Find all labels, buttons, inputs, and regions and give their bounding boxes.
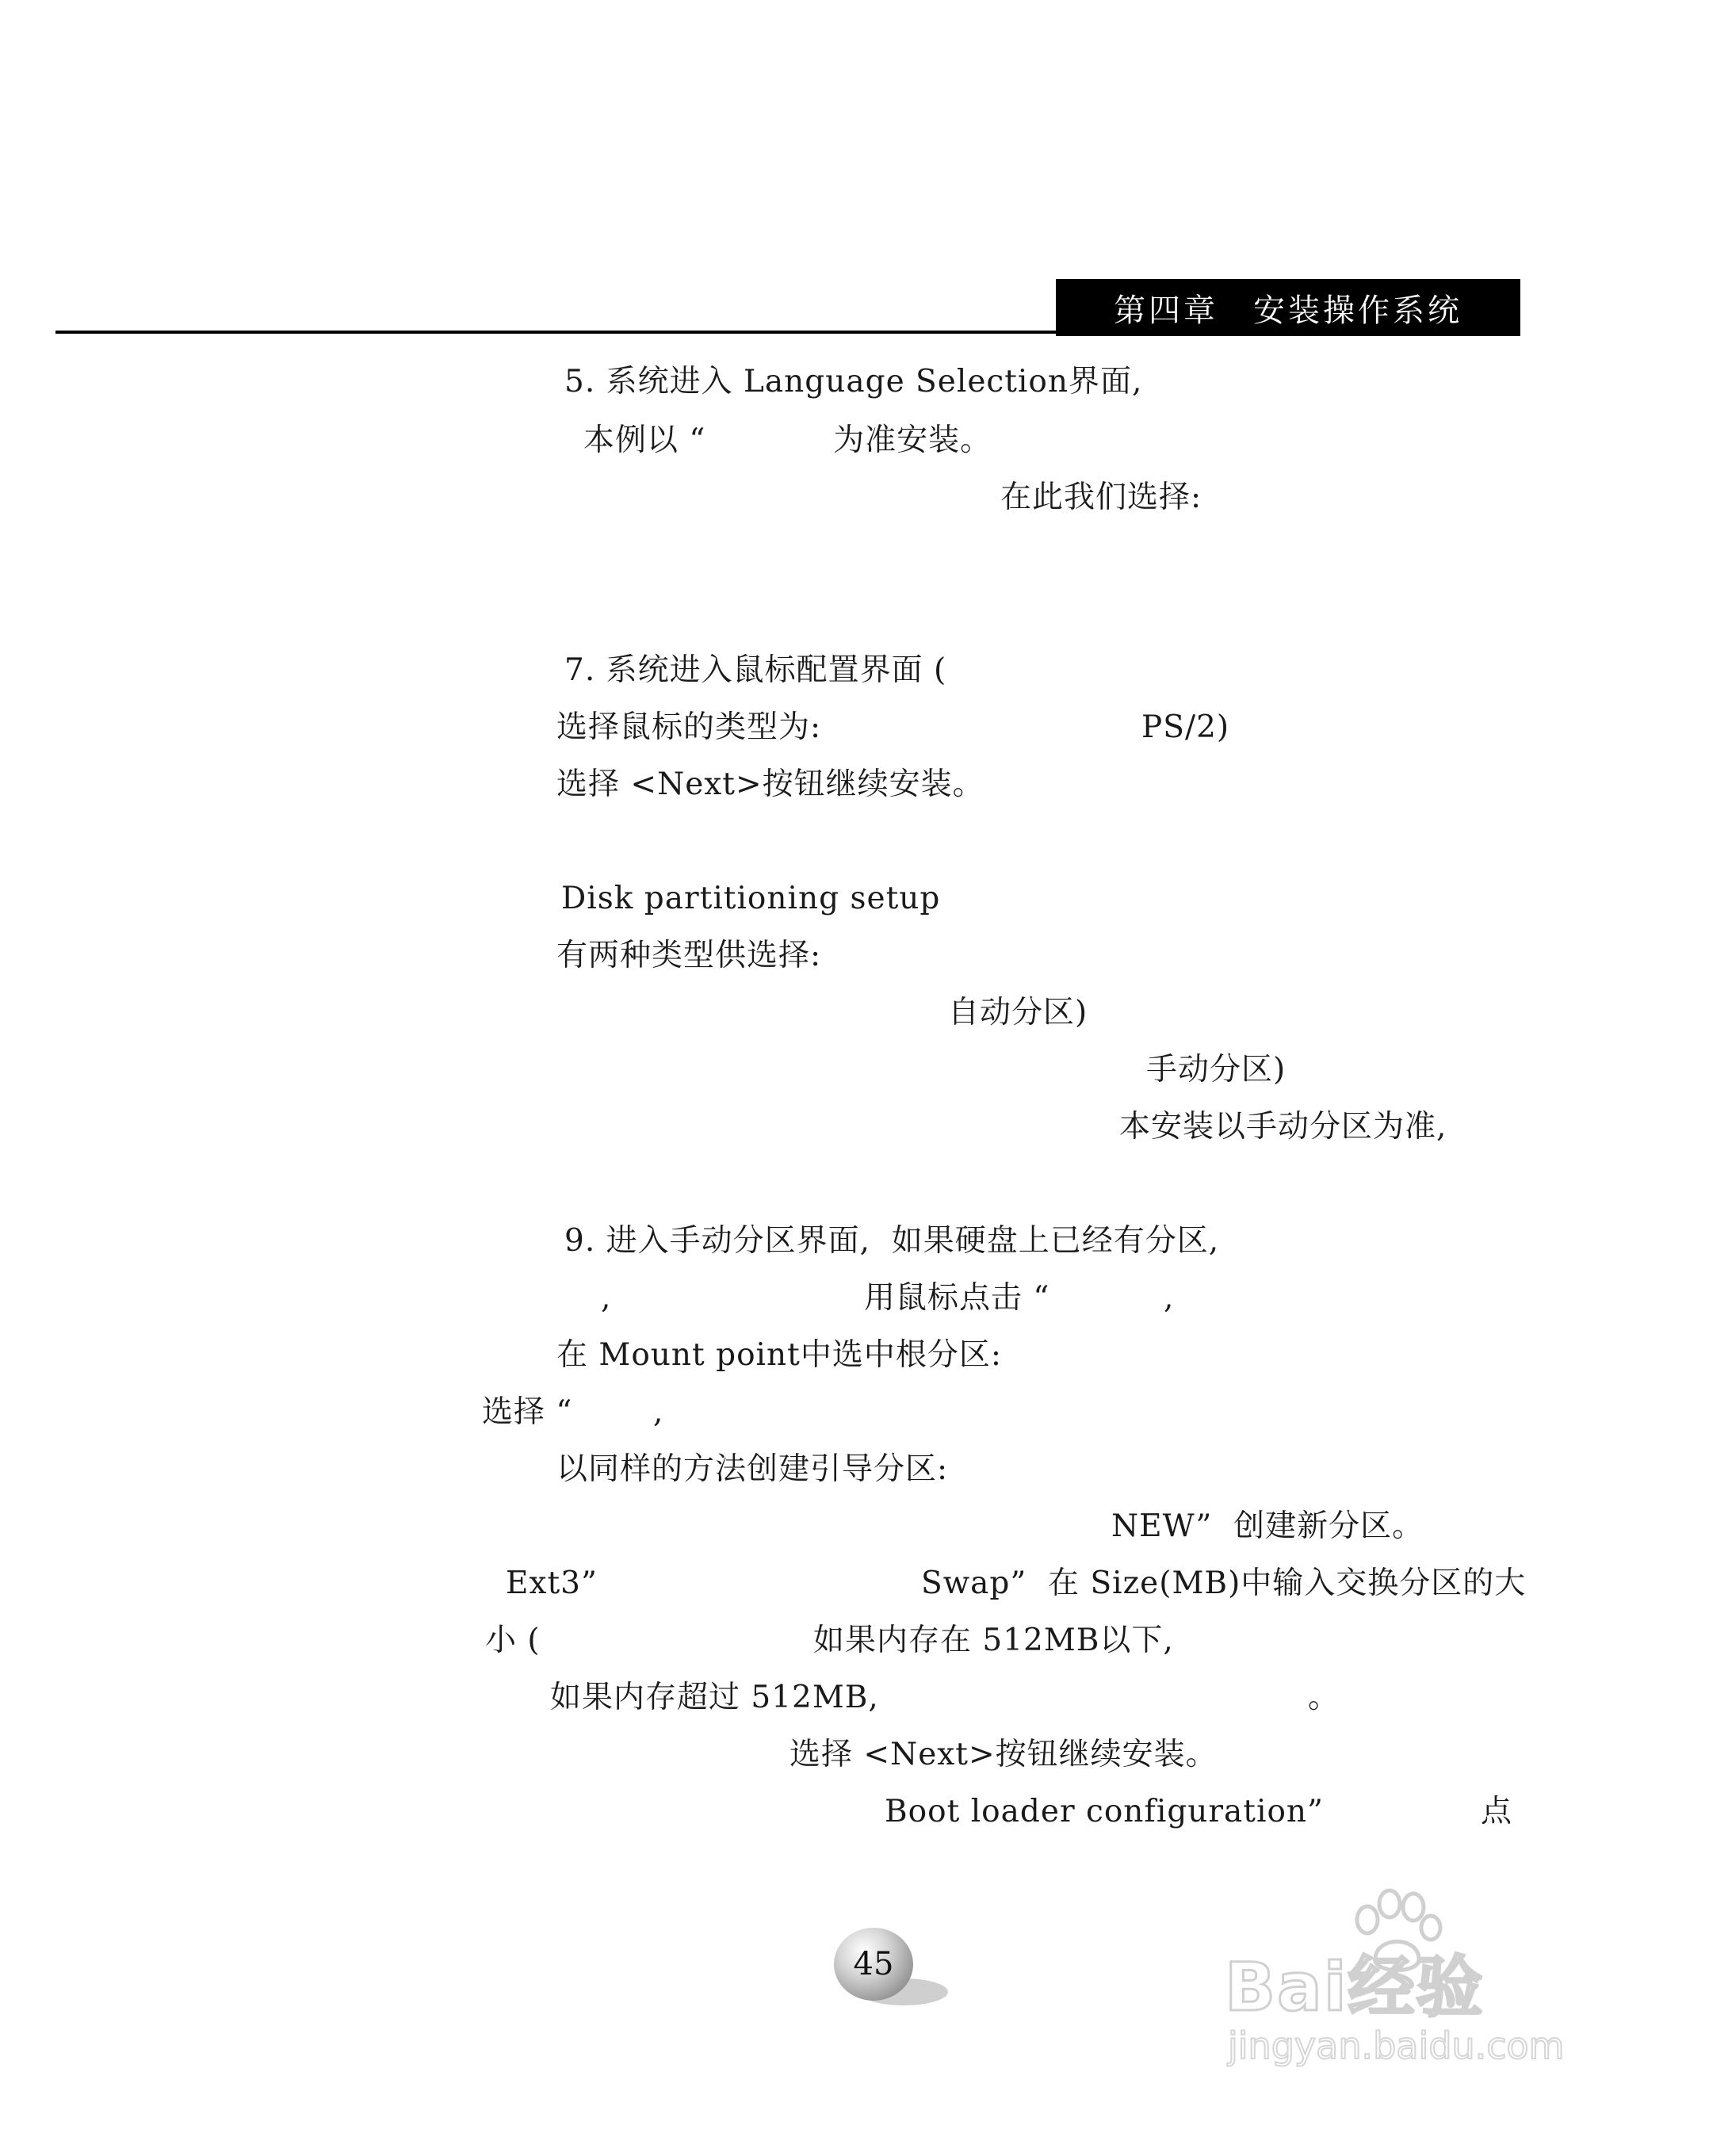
page-number-badge bbox=[828, 1925, 946, 2012]
header-rule bbox=[55, 331, 1056, 334]
text-line: , bbox=[653, 1394, 664, 1430]
text-line: Ext3” bbox=[506, 1565, 598, 1601]
watermark-url: jingyan.baidu.com bbox=[1228, 2024, 1565, 2067]
text-line: 手动分区) bbox=[1146, 1052, 1287, 1088]
chapter-title: 第四章 安装操作系统 bbox=[1114, 292, 1462, 329]
text-line: 选择 <Next>按钮继续安装。 bbox=[790, 1737, 1218, 1772]
text-line: 以同样的方法创建引导分区: bbox=[556, 1451, 949, 1487]
text-line: 选择 “ bbox=[482, 1394, 573, 1430]
text-line: 7. 系统进入鼠标配置界面 ( bbox=[564, 652, 947, 688]
text-line: 本安装以手动分区为准, bbox=[1119, 1109, 1447, 1145]
text-line: Disk partitioning setup bbox=[561, 881, 941, 916]
text-line: 在 Mount point中选中根分区: bbox=[556, 1337, 1002, 1373]
text-line: , bbox=[1164, 1280, 1175, 1316]
text-line: 点 bbox=[1481, 1794, 1513, 1829]
page-badge-ball bbox=[834, 1928, 913, 2001]
text-line: 如果内存超过 512MB, bbox=[550, 1680, 879, 1715]
text-line: 小 ( bbox=[485, 1623, 541, 1658]
text-line: 选择 <Next>按钮继续安装。 bbox=[556, 766, 984, 802]
watermark-brand: Bai经验 bbox=[1225, 1948, 1485, 2026]
text-line: 选择鼠标的类型为: bbox=[556, 709, 822, 745]
text-line: NEW” 创建新分区。 bbox=[1111, 1508, 1424, 1544]
text-line: Boot loader configuration” bbox=[885, 1794, 1324, 1829]
text-line: PS/2) bbox=[1141, 709, 1230, 745]
text-line: , bbox=[601, 1280, 612, 1316]
chapter-header-box bbox=[1056, 279, 1520, 336]
text-line: 在此我们选择: bbox=[1000, 480, 1202, 515]
text-line: 。 bbox=[1308, 1680, 1340, 1715]
text-line: 用鼠标点击 “ bbox=[864, 1280, 1050, 1316]
text-line: 9. 进入手动分区界面, 如果硬盘上已经有分区, bbox=[564, 1223, 1220, 1259]
text-line: 如果内存在 512MB以下, bbox=[813, 1623, 1174, 1658]
baidu-watermark bbox=[1209, 1888, 1621, 2086]
text-line: 5. 系统进入 Language Selection界面, bbox=[564, 364, 1143, 399]
text-line: Swap” 在 Size(MB)中输入交换分区的大 bbox=[921, 1565, 1527, 1601]
text-line: 本例以 “ 为准安装。 bbox=[583, 422, 992, 458]
text-line: 有两种类型供选择: bbox=[556, 938, 822, 973]
page-number: 45 bbox=[853, 1946, 894, 1982]
text-line: 自动分区) bbox=[948, 995, 1088, 1030]
